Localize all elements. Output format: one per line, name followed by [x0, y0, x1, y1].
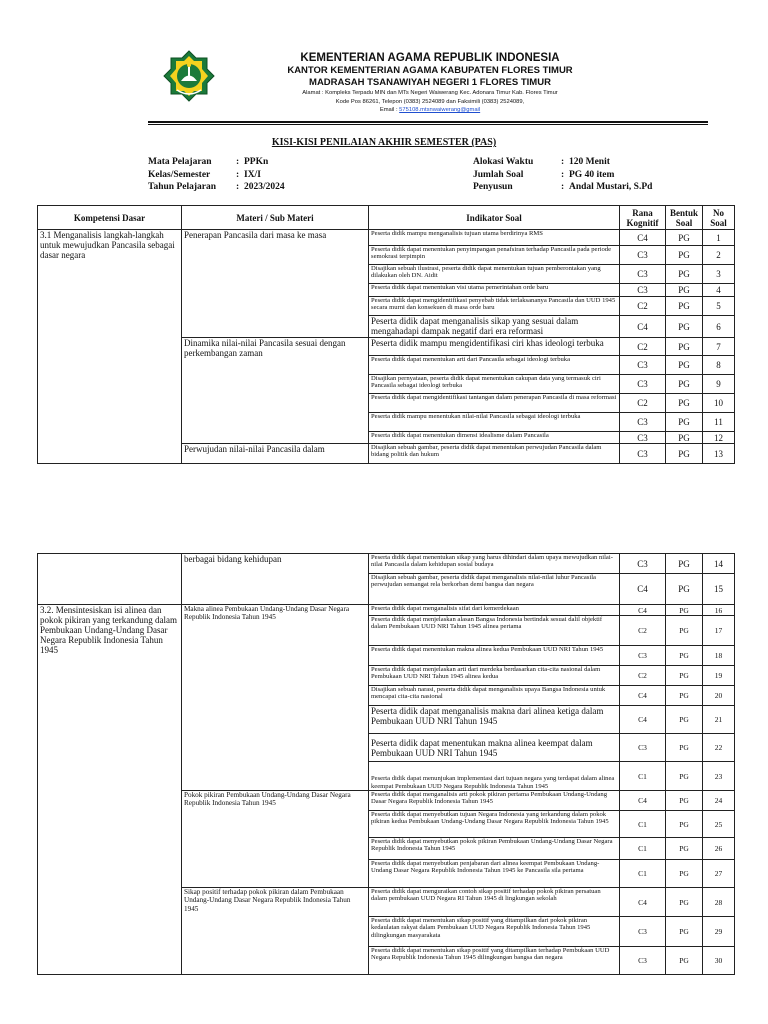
kompetensi-dasar-3-1: 3.1 Menganalisis langkah-langkah untuk mewujudkan Pancasila sebagai dasar negara: [38, 230, 182, 464]
bentuk-cell: PG: [666, 375, 703, 394]
header-no-soal: No Soal: [703, 206, 735, 230]
meta-value: 120 Menit: [569, 157, 610, 167]
rana-cell: C3: [620, 554, 666, 574]
rana-cell: C4: [620, 230, 666, 246]
indikator-cell: Peserta didik dapat menganalisis arti pokok pikiran pertama Pembukaan Undang-Undang Dasar Negara Republik Indonesia Tahun 1945: [369, 791, 620, 811]
no-cell: 10: [703, 394, 735, 413]
rana-cell: C1: [620, 762, 666, 791]
indikator-cell: Peserta didik dapat mengidentifikasi tantangan dalam penerapan Pancasila di masa reformasi: [369, 394, 620, 413]
bentuk-cell: PG: [666, 734, 703, 762]
meta-right: [473, 156, 652, 194]
meta-label: Tahun Pelajaran: [148, 182, 217, 192]
indikator-cell: Peserta didik dapat menentukan sikap yang harus dihindari dalam upaya mewujudkan nilai-nilai Pancasila dalam kehidupan sosial budaya: [369, 554, 620, 574]
bentuk-cell: PG: [666, 284, 703, 297]
meta-row: Alokasi Waktu : 120 Menit: [473, 157, 610, 167]
no-cell: 16: [703, 605, 735, 616]
kisi-kisi-table-page-1: [37, 205, 735, 464]
materi-penerapan-pancasila: Penerapan Pancasila dari masa ke masa: [182, 230, 369, 338]
materi-pokok-pikiran: Pokok pikiran Pembukaan Undang-Undang Dasar Negara Republik Indonesia Tahun 1945: [182, 791, 369, 888]
no-cell: 26: [703, 838, 735, 860]
no-cell: 21: [703, 706, 735, 734]
no-cell: 13: [703, 444, 735, 464]
indikator-cell: Peserta didik dapat menyebutkan pokok pikiran Pembukaan Undang-Undang Dasar Negara Republik Indonesia Tahun 1945: [369, 838, 620, 860]
rana-cell: C4: [620, 686, 666, 706]
no-cell: 23: [703, 762, 735, 791]
rana-cell: C3: [620, 265, 666, 284]
bentuk-cell: PG: [666, 246, 703, 265]
no-cell: 17: [703, 616, 735, 646]
indikator-cell: Disajikan sebuah gambar, peserta didik dapat menentukan perwujudan Pancasila dalam bidang politik dan hukum: [369, 444, 620, 464]
no-cell: 18: [703, 646, 735, 666]
kompetensi-dasar-3-1-continued: [38, 554, 182, 605]
no-cell: 28: [703, 888, 735, 917]
meta-row: Mata Pelajaran : PPKn: [148, 157, 269, 167]
meta-value: Andal Mustari, S.Pd: [569, 182, 653, 192]
rana-cell: C2: [620, 394, 666, 413]
meta-value: PPKn: [244, 157, 269, 167]
kisi-kisi-table-page-2: [37, 553, 735, 975]
rana-cell: C4: [620, 574, 666, 605]
meta-row: Jumlah Soal : PG 40 item: [473, 169, 615, 180]
materi-dinamika-pancasila: Dinamika nilai-nilai Pancasila sesuai dengan perkembangan zaman: [182, 338, 369, 444]
no-cell: 4: [703, 284, 735, 297]
bentuk-cell: PG: [666, 316, 703, 338]
indikator-cell: Peserta didik dapat menentukan makna alinea keempat dalam Pembukaan UUD NRI Tahun 1945: [369, 734, 620, 762]
bentuk-cell: PG: [666, 432, 703, 444]
rana-cell: C2: [620, 297, 666, 316]
no-cell: 7: [703, 338, 735, 356]
no-cell: 12: [703, 432, 735, 444]
no-cell: 27: [703, 860, 735, 888]
indikator-cell: Peserta didik dapat menunjukan implementasi dari tujuan negara yang terdapat dalam alinea keempat Pembukaan UUD Negara Republik Indonesia Tahun 1945: [369, 762, 620, 791]
indikator-cell: Disajikan sebuah ilustrasi, peserta didik dapat menentukan tujuan pemberontakan yang dilakukan oleh DN. Aidit: [369, 265, 620, 284]
materi-makna-alinea: Makna alinea Pembukaan Undang-Undang Dasar Negara Republik Indonesia Tahun 1945: [182, 605, 369, 791]
no-cell: 5: [703, 297, 735, 316]
no-cell: 3: [703, 265, 735, 284]
bentuk-cell: PG: [666, 356, 703, 375]
document-title: KISI-KISI PENILAIAN AKHIR SEMESTER (PAS): [271, 137, 497, 148]
indikator-cell: Peserta didik dapat menentukan sikap positif yang ditampilkan dari pokok pikiran kedaulatan rakyat dalam Pembukaan UUD Negara Republik Indonesia Tahun 1945 dilingkungan masyarakata: [369, 917, 620, 947]
no-cell: 25: [703, 811, 735, 838]
rana-cell: C3: [620, 432, 666, 444]
bentuk-cell: PG: [666, 444, 703, 464]
no-cell: 29: [703, 917, 735, 947]
bentuk-cell: PG: [666, 574, 703, 605]
address-line-2: Kode Pos 86261, Telepon (0383) 2524089 dan Faksimili (0383) 2524089,: [335, 98, 525, 105]
bentuk-cell: PG: [666, 616, 703, 646]
table-row: [38, 554, 735, 574]
rana-cell: C4: [620, 791, 666, 811]
meta-value: PG 40 item: [569, 169, 615, 180]
meta-left: [148, 156, 285, 194]
bentuk-cell: PG: [666, 297, 703, 316]
no-cell: 14: [703, 554, 735, 574]
bentuk-cell: PG: [666, 811, 703, 838]
bentuk-cell: PG: [666, 230, 703, 246]
meta-value: 2023/2024: [244, 182, 285, 192]
indikator-cell: Peserta didik mampu menganalisis tujuan utama berdirinya RMS: [369, 230, 620, 246]
table-row: [38, 230, 735, 246]
rana-cell: C3: [620, 917, 666, 947]
rana-cell: C4: [620, 316, 666, 338]
indikator-cell: Peserta didik dapat menjelaskan alasan Bangsa Indonesia bertindak sesuai dalil objektif dalam Pembukaan UUD NRI Tahun 1945 alinea pertama: [369, 616, 620, 646]
bentuk-cell: PG: [666, 413, 703, 432]
meta-label: Mata Pelajaran: [148, 157, 212, 167]
materi-perwujudan-pancasila-continued: berbagai bidang kehidupan: [182, 554, 369, 605]
meta-label: Penyusun: [473, 182, 513, 192]
header-indikator: Indikator Soal: [369, 206, 620, 230]
letterhead: [160, 48, 630, 120]
school-name: MADRASAH TSANAWIYAH NEGERI 1 FLORES TIMUR: [309, 77, 551, 88]
indikator-cell: Peserta didik dapat menguraikan contoh sikap positif terhadap pokok pikiran persatuan dalam pembukaan UUD Negara RI Tahun 1945 di lingkungan sekolah: [369, 888, 620, 917]
indikator-cell: Disajikan pernyataan, peserta didik dapat menentukan cakupan data yang termasuk ciri Pancasila sebagai ideologi terbuka: [369, 375, 620, 394]
indikator-cell: Peserta didik mampu mengidentifikasi ciri khas ideologi terbuka: [369, 338, 620, 356]
rana-cell: C1: [620, 811, 666, 838]
indikator-cell: Peserta didik dapat menyebutkan penjabaran dari alinea keempat Pembukaan Undang-Undang Dasar Negara Republik Indonesia Tahun 1945 ke Pancasila sila pertama: [369, 860, 620, 888]
no-cell: 8: [703, 356, 735, 375]
header-rana-kognitif: Rana Kognitif: [620, 206, 666, 230]
email-line: Email : 575108.mtsnwaiwerang@gmail: [379, 107, 481, 113]
header-materi: Materi / Sub Materi: [182, 206, 369, 230]
bentuk-cell: PG: [666, 686, 703, 706]
meta-row: Tahun Pelajaran : 2023/2024: [148, 182, 285, 192]
no-cell: 6: [703, 316, 735, 338]
header-rule-thin: [148, 124, 708, 125]
rana-cell: C3: [620, 947, 666, 975]
rana-cell: C2: [620, 338, 666, 356]
indikator-cell: Peserta didik dapat menentukan visi utama pemerintahan orde baru: [369, 284, 620, 297]
indikator-cell: Peserta didik dapat menyebutkan tujuan Negara Indonesia yang terkandung dalam pokok pikiran kedua Pembukaan Undang-Undang Dasar Negara Republik Indonesia Tahun 1945: [369, 811, 620, 838]
no-cell: 15: [703, 574, 735, 605]
no-cell: 11: [703, 413, 735, 432]
bentuk-cell: PG: [666, 605, 703, 616]
rana-cell: C3: [620, 284, 666, 297]
meta-row: Kelas/Semester : IX/I: [148, 169, 261, 180]
bentuk-cell: PG: [666, 338, 703, 356]
bentuk-cell: PG: [666, 838, 703, 860]
no-cell: 30: [703, 947, 735, 975]
rana-cell: C3: [620, 444, 666, 464]
kompetensi-dasar-3-2: 3.2. Mensintesiskan isi alinea dan pokok pikiran yang terkandung dalam Pembukaan Undang-Undang Dasar Negara Republik Indonesia Tahun 1945: [38, 605, 182, 975]
header-kompetensi-dasar: Kompetensi Dasar: [38, 206, 182, 230]
rana-cell: C2: [620, 616, 666, 646]
materi-perwujudan-pancasila: Perwujudan nilai-nilai Pancasila dalam: [182, 444, 369, 464]
rana-cell: C3: [620, 646, 666, 666]
bentuk-cell: PG: [666, 860, 703, 888]
meta-label: Alokasi Waktu: [473, 157, 534, 167]
indikator-cell: Peserta didik dapat menganalisis makna dari alinea ketiga dalam Pembukaan UUD NRI Tahun 1945: [369, 706, 620, 734]
bentuk-cell: PG: [666, 394, 703, 413]
indikator-cell: Disajikan sebuah gambar, peserta didik dapat menganalisis nilai-nilai luhur Pancasila perwujudan semangat rela berkorban demi bangsa dan negara: [369, 574, 620, 605]
meta-label: Kelas/Semester: [148, 169, 211, 180]
meta-value: IX/I: [244, 169, 261, 180]
no-cell: 1: [703, 230, 735, 246]
bentuk-cell: PG: [666, 762, 703, 791]
indikator-cell: Disajikan sebuah narasi, peserta didik dapat menganalisis upaya Bangsa Indonesia untuk mencapai cita-cita nasional: [369, 686, 620, 706]
bentuk-cell: PG: [666, 791, 703, 811]
materi-sikap-positif: Sikap positif terhadap pokok pikiran dalam Pembukaan Undang-Undang Dasar Negara Republik Indonesia Tahun 1945: [182, 888, 369, 975]
indikator-cell: Peserta didik dapat mengidentifikasi penyebab tidak terlaksananya Pancasila dan UUD 1945 secara murni dan konsekuen di masa orde baru: [369, 297, 620, 316]
table-header-row: [38, 206, 735, 230]
bentuk-cell: PG: [666, 706, 703, 734]
rana-cell: C1: [620, 838, 666, 860]
bentuk-cell: PG: [666, 265, 703, 284]
rana-cell: C1: [620, 860, 666, 888]
ministry-name: KEMENTERIAN AGAMA REPUBLIK INDONESIA: [300, 52, 560, 64]
rana-cell: C4: [620, 706, 666, 734]
indikator-cell: Peserta didik dapat menentukan arti dari Pancasila sebagai ideologi terbuka: [369, 356, 620, 375]
bentuk-cell: PG: [666, 666, 703, 686]
bentuk-cell: PG: [666, 947, 703, 975]
indikator-cell: Peserta didik dapat menentukan makna alinea kedua Pembukaan UUD NRI Tahun 1945: [369, 646, 620, 666]
address-line-1: Alamat : Kompleks Terpadu MIN dan MTs Negeri Waiwerang Kec. Adonara Timur Kab. Flores Timur: [302, 90, 558, 96]
no-cell: 19: [703, 666, 735, 686]
email-link[interactable]: 575108.mtsnwaiwerang@gmail: [399, 107, 481, 113]
rana-cell: C3: [620, 734, 666, 762]
indikator-cell: Peserta didik mampu menentukan nilai-nilai Pancasila sebagai ideologi terbuka: [369, 413, 620, 432]
rana-cell: C3: [620, 375, 666, 394]
header-rule-thick: [148, 121, 708, 123]
meta-row: Penyusun : Andal Mustari, S.Pd: [473, 182, 653, 192]
office-name: KANTOR KEMENTERIAN AGAMA KABUPATEN FLORES TIMUR: [287, 65, 573, 76]
rana-cell: C2: [620, 666, 666, 686]
kemenag-logo-icon: [163, 50, 215, 102]
rana-cell: C3: [620, 356, 666, 375]
table-row: [38, 605, 735, 616]
rana-cell: C3: [620, 413, 666, 432]
bentuk-cell: PG: [666, 554, 703, 574]
indikator-cell: Peserta didik dapat menjelaskan arti dari merdeka berdasarkan cita-cita nasional dalam Pembukaan UUD NRI Tahun 1945 alinea kedua: [369, 666, 620, 686]
indikator-cell: Peserta didik dapat menganalisis sifat dari kemerdekaan: [369, 605, 620, 616]
meta-label: Jumlah Soal: [473, 169, 524, 180]
rana-cell: C4: [620, 888, 666, 917]
indikator-cell: Peserta didik dapat menganalisis sikap yang sesuai dalam mengahadapi dampak negatif dari era reformasi: [369, 316, 620, 338]
indikator-cell: Peserta didik dapat menentukan penyimpangan penafsiran terhadap Pancasila pada periode semokrasi terpimpin: [369, 246, 620, 265]
indikator-cell: Peserta didik dapat menentukan sikap positif yang ditampilkan terhadap Pembukaan UUD Negara Republik Indonesia Tahun 1945 dilingkungan bangsa dan negara: [369, 947, 620, 975]
no-cell: 9: [703, 375, 735, 394]
no-cell: 24: [703, 791, 735, 811]
indikator-cell: Peserta didik dapat menentukan dimensi idealisme dalam Pancasila: [369, 432, 620, 444]
header-bentuk-soal: Bentuk Soal: [666, 206, 703, 230]
no-cell: 22: [703, 734, 735, 762]
bentuk-cell: PG: [666, 646, 703, 666]
bentuk-cell: PG: [666, 888, 703, 917]
no-cell: 20: [703, 686, 735, 706]
rana-cell: C3: [620, 246, 666, 265]
no-cell: 2: [703, 246, 735, 265]
rana-cell: C4: [620, 605, 666, 616]
bentuk-cell: PG: [666, 917, 703, 947]
